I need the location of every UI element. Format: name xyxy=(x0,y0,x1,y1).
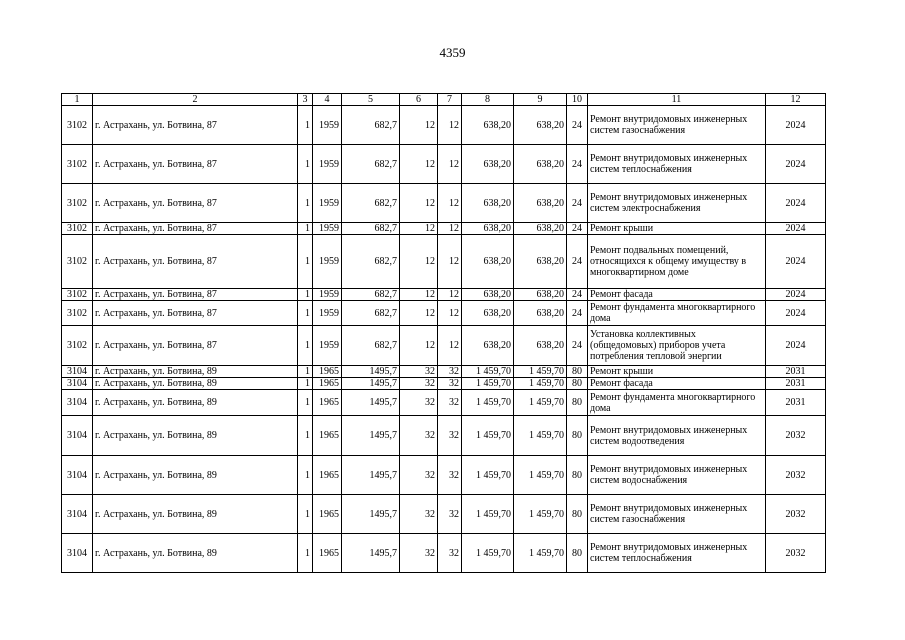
year-planned-cell: 2031 xyxy=(766,378,826,390)
col-10-cell: 80 xyxy=(567,456,588,495)
col-3-cell: 1 xyxy=(298,495,313,534)
col-7-cell: 32 xyxy=(438,416,462,456)
row-id-cell: 3102 xyxy=(62,326,93,366)
col-10-cell: 80 xyxy=(567,416,588,456)
year-planned-cell: 2032 xyxy=(766,456,826,495)
col-3-cell: 1 xyxy=(298,416,313,456)
col-6-cell: 32 xyxy=(400,456,438,495)
col-6-cell: 12 xyxy=(400,326,438,366)
work-description-cell: Ремонт фасада xyxy=(588,378,766,390)
table-row xyxy=(62,416,826,456)
col-6-cell: 32 xyxy=(400,416,438,456)
work-description-cell: Ремонт внутридомовых инженерных систем теплоснабжения xyxy=(588,534,766,573)
address-cell: г. Астрахань, ул. Ботвина, 87 xyxy=(93,289,298,301)
col-3-cell: 1 xyxy=(298,534,313,573)
col-7-cell: 32 xyxy=(438,534,462,573)
area-cell: 682,7 xyxy=(342,184,400,223)
col-10-cell: 24 xyxy=(567,145,588,184)
year-cell: 1959 xyxy=(313,301,342,326)
cost-9-cell: 1 459,70 xyxy=(514,495,567,534)
row-id-cell: 3102 xyxy=(62,106,93,145)
year-cell: 1965 xyxy=(313,495,342,534)
cost-8-cell: 1 459,70 xyxy=(462,366,514,378)
address-cell: г. Астрахань, ул. Ботвина, 87 xyxy=(93,145,298,184)
area-cell: 682,7 xyxy=(342,106,400,145)
cost-9-cell: 1 459,70 xyxy=(514,534,567,573)
address-cell: г. Астрахань, ул. Ботвина, 87 xyxy=(93,184,298,223)
address-cell: г. Астрахань, ул. Ботвина, 89 xyxy=(93,390,298,416)
cost-8-cell: 638,20 xyxy=(462,235,514,289)
cost-9-cell: 638,20 xyxy=(514,184,567,223)
col-7-cell: 12 xyxy=(438,106,462,145)
cost-8-cell: 1 459,70 xyxy=(462,456,514,495)
col-3-cell: 1 xyxy=(298,390,313,416)
area-cell: 1495,7 xyxy=(342,378,400,390)
area-cell: 1495,7 xyxy=(342,456,400,495)
col-6-cell: 12 xyxy=(400,301,438,326)
year-cell: 1959 xyxy=(313,145,342,184)
year-planned-cell: 2032 xyxy=(766,495,826,534)
year-cell: 1965 xyxy=(313,534,342,573)
col-10-cell: 24 xyxy=(567,106,588,145)
cost-8-cell: 1 459,70 xyxy=(462,416,514,456)
cost-8-cell: 1 459,70 xyxy=(462,534,514,573)
col-6-cell: 32 xyxy=(400,390,438,416)
table-row xyxy=(62,534,826,573)
col-10-cell: 24 xyxy=(567,184,588,223)
cost-9-cell: 638,20 xyxy=(514,223,567,235)
table-row xyxy=(62,390,826,416)
row-id-cell: 3104 xyxy=(62,378,93,390)
address-cell: г. Астрахань, ул. Ботвина, 89 xyxy=(93,366,298,378)
work-description-cell: Ремонт крыши xyxy=(588,223,766,235)
address-cell: г. Астрахань, ул. Ботвина, 89 xyxy=(93,534,298,573)
col-10-cell: 24 xyxy=(567,301,588,326)
col-3-cell: 1 xyxy=(298,235,313,289)
cost-8-cell: 638,20 xyxy=(462,145,514,184)
col-3-cell: 1 xyxy=(298,106,313,145)
cost-9-cell: 1 459,70 xyxy=(514,390,567,416)
column-header: 5 xyxy=(342,94,400,106)
address-cell: г. Астрахань, ул. Ботвина, 87 xyxy=(93,301,298,326)
area-cell: 1495,7 xyxy=(342,416,400,456)
column-header: 3 xyxy=(298,94,313,106)
year-cell: 1965 xyxy=(313,366,342,378)
col-7-cell: 12 xyxy=(438,301,462,326)
year-planned-cell: 2024 xyxy=(766,145,826,184)
col-10-cell: 24 xyxy=(567,289,588,301)
year-planned-cell: 2031 xyxy=(766,390,826,416)
table-row xyxy=(62,495,826,534)
column-header: 2 xyxy=(93,94,298,106)
row-id-cell: 3104 xyxy=(62,390,93,416)
col-6-cell: 12 xyxy=(400,184,438,223)
col-6-cell: 32 xyxy=(400,495,438,534)
column-header: 6 xyxy=(400,94,438,106)
table-header-row xyxy=(62,94,826,106)
year-cell: 1965 xyxy=(313,390,342,416)
col-7-cell: 32 xyxy=(438,378,462,390)
table-row xyxy=(62,106,826,145)
data-table xyxy=(61,93,826,573)
area-cell: 682,7 xyxy=(342,223,400,235)
column-header: 11 xyxy=(588,94,766,106)
address-cell: г. Астрахань, ул. Ботвина, 89 xyxy=(93,495,298,534)
work-description-cell: Ремонт крыши xyxy=(588,366,766,378)
area-cell: 1495,7 xyxy=(342,366,400,378)
col-7-cell: 32 xyxy=(438,495,462,534)
col-7-cell: 12 xyxy=(438,223,462,235)
col-3-cell: 1 xyxy=(298,366,313,378)
col-7-cell: 32 xyxy=(438,456,462,495)
column-header: 12 xyxy=(766,94,826,106)
table-row xyxy=(62,235,826,289)
cost-9-cell: 638,20 xyxy=(514,301,567,326)
col-3-cell: 1 xyxy=(298,289,313,301)
col-10-cell: 80 xyxy=(567,366,588,378)
col-7-cell: 12 xyxy=(438,289,462,301)
table-row xyxy=(62,301,826,326)
year-cell: 1959 xyxy=(313,289,342,301)
area-cell: 1495,7 xyxy=(342,534,400,573)
work-description-cell: Ремонт внутридомовых инженерных систем электроснабжения xyxy=(588,184,766,223)
col-6-cell: 32 xyxy=(400,534,438,573)
table-row xyxy=(62,378,826,390)
column-header: 9 xyxy=(514,94,567,106)
column-header: 1 xyxy=(62,94,93,106)
work-description-cell: Ремонт фундамента многоквартирного дома xyxy=(588,390,766,416)
table-row xyxy=(62,289,826,301)
address-cell: г. Астрахань, ул. Ботвина, 89 xyxy=(93,378,298,390)
year-planned-cell: 2024 xyxy=(766,289,826,301)
year-planned-cell: 2024 xyxy=(766,184,826,223)
cost-8-cell: 1 459,70 xyxy=(462,495,514,534)
column-header: 4 xyxy=(313,94,342,106)
col-10-cell: 80 xyxy=(567,534,588,573)
work-description-cell: Ремонт внутридомовых инженерных систем водоотведения xyxy=(588,416,766,456)
column-header: 10 xyxy=(567,94,588,106)
work-description-cell: Установка коллективных (общедомовых) приборов учета потребления тепловой энергии xyxy=(588,326,766,366)
col-6-cell: 32 xyxy=(400,378,438,390)
row-id-cell: 3102 xyxy=(62,289,93,301)
year-cell: 1959 xyxy=(313,106,342,145)
row-id-cell: 3102 xyxy=(62,184,93,223)
cost-8-cell: 638,20 xyxy=(462,301,514,326)
year-planned-cell: 2024 xyxy=(766,235,826,289)
row-id-cell: 3104 xyxy=(62,495,93,534)
cost-9-cell: 1 459,70 xyxy=(514,366,567,378)
col-3-cell: 1 xyxy=(298,223,313,235)
address-cell: г. Астрахань, ул. Ботвина, 87 xyxy=(93,235,298,289)
year-planned-cell: 2024 xyxy=(766,326,826,366)
col-10-cell: 24 xyxy=(567,326,588,366)
year-planned-cell: 2024 xyxy=(766,106,826,145)
cost-9-cell: 638,20 xyxy=(514,145,567,184)
year-planned-cell: 2024 xyxy=(766,301,826,326)
cost-9-cell: 638,20 xyxy=(514,235,567,289)
year-cell: 1965 xyxy=(313,416,342,456)
work-description-cell: Ремонт внутридомовых инженерных систем теплоснабжения xyxy=(588,145,766,184)
cost-8-cell: 638,20 xyxy=(462,223,514,235)
col-3-cell: 1 xyxy=(298,184,313,223)
year-cell: 1959 xyxy=(313,223,342,235)
area-cell: 682,7 xyxy=(342,145,400,184)
address-cell: г. Астрахань, ул. Ботвина, 87 xyxy=(93,223,298,235)
area-cell: 682,7 xyxy=(342,235,400,289)
row-id-cell: 3102 xyxy=(62,301,93,326)
table-row xyxy=(62,223,826,235)
table-row xyxy=(62,456,826,495)
year-cell: 1959 xyxy=(313,184,342,223)
cost-8-cell: 638,20 xyxy=(462,326,514,366)
work-description-cell: Ремонт внутридомовых инженерных систем газоснабжения xyxy=(588,106,766,145)
col-6-cell: 12 xyxy=(400,223,438,235)
address-cell: г. Астрахань, ул. Ботвина, 87 xyxy=(93,326,298,366)
column-header: 8 xyxy=(462,94,514,106)
row-id-cell: 3104 xyxy=(62,416,93,456)
col-7-cell: 32 xyxy=(438,366,462,378)
table-row xyxy=(62,366,826,378)
cost-9-cell: 1 459,70 xyxy=(514,378,567,390)
row-id-cell: 3104 xyxy=(62,456,93,495)
cost-9-cell: 638,20 xyxy=(514,106,567,145)
cost-8-cell: 638,20 xyxy=(462,184,514,223)
row-id-cell: 3102 xyxy=(62,145,93,184)
col-10-cell: 80 xyxy=(567,378,588,390)
area-cell: 1495,7 xyxy=(342,495,400,534)
work-description-cell: Ремонт фасада xyxy=(588,289,766,301)
work-description-cell: Ремонт внутридомовых инженерных систем газоснабжения xyxy=(588,495,766,534)
row-id-cell: 3102 xyxy=(62,223,93,235)
col-3-cell: 1 xyxy=(298,456,313,495)
cost-8-cell: 638,20 xyxy=(462,106,514,145)
col-3-cell: 1 xyxy=(298,145,313,184)
cost-9-cell: 1 459,70 xyxy=(514,416,567,456)
cost-8-cell: 1 459,70 xyxy=(462,378,514,390)
year-cell: 1965 xyxy=(313,378,342,390)
address-cell: г. Астрахань, ул. Ботвина, 89 xyxy=(93,416,298,456)
work-description-cell: Ремонт внутридомовых инженерных систем водоснабжения xyxy=(588,456,766,495)
row-id-cell: 3104 xyxy=(62,534,93,573)
col-7-cell: 12 xyxy=(438,235,462,289)
area-cell: 682,7 xyxy=(342,289,400,301)
year-planned-cell: 2024 xyxy=(766,223,826,235)
cost-9-cell: 638,20 xyxy=(514,326,567,366)
column-header: 7 xyxy=(438,94,462,106)
year-cell: 1965 xyxy=(313,456,342,495)
col-7-cell: 12 xyxy=(438,145,462,184)
col-6-cell: 12 xyxy=(400,145,438,184)
cost-9-cell: 638,20 xyxy=(514,289,567,301)
col-10-cell: 80 xyxy=(567,390,588,416)
col-10-cell: 80 xyxy=(567,495,588,534)
year-planned-cell: 2032 xyxy=(766,534,826,573)
col-6-cell: 12 xyxy=(400,289,438,301)
col-3-cell: 1 xyxy=(298,378,313,390)
table-row xyxy=(62,145,826,184)
address-cell: г. Астрахань, ул. Ботвина, 87 xyxy=(93,106,298,145)
work-description-cell: Ремонт фундамента многоквартирного дома xyxy=(588,301,766,326)
row-id-cell: 3104 xyxy=(62,366,93,378)
page-number: 4359 xyxy=(439,45,466,60)
year-planned-cell: 2031 xyxy=(766,366,826,378)
col-7-cell: 12 xyxy=(438,326,462,366)
col-3-cell: 1 xyxy=(298,301,313,326)
area-cell: 1495,7 xyxy=(342,390,400,416)
year-cell: 1959 xyxy=(313,326,342,366)
col-7-cell: 32 xyxy=(438,390,462,416)
cost-9-cell: 1 459,70 xyxy=(514,456,567,495)
year-planned-cell: 2032 xyxy=(766,416,826,456)
area-cell: 682,7 xyxy=(342,301,400,326)
col-10-cell: 24 xyxy=(567,235,588,289)
cost-8-cell: 1 459,70 xyxy=(462,390,514,416)
address-cell: г. Астрахань, ул. Ботвина, 89 xyxy=(93,456,298,495)
cost-8-cell: 638,20 xyxy=(462,289,514,301)
row-id-cell: 3102 xyxy=(62,235,93,289)
table-row xyxy=(62,326,826,366)
work-description-cell: Ремонт подвальных помещений, относящихся к общему имуществу в многоквартирном доме xyxy=(588,235,766,289)
col-6-cell: 12 xyxy=(400,106,438,145)
table-row xyxy=(62,184,826,223)
col-3-cell: 1 xyxy=(298,326,313,366)
col-6-cell: 32 xyxy=(400,366,438,378)
year-cell: 1959 xyxy=(313,235,342,289)
col-6-cell: 12 xyxy=(400,235,438,289)
area-cell: 682,7 xyxy=(342,326,400,366)
col-10-cell: 24 xyxy=(567,223,588,235)
col-7-cell: 12 xyxy=(438,184,462,223)
